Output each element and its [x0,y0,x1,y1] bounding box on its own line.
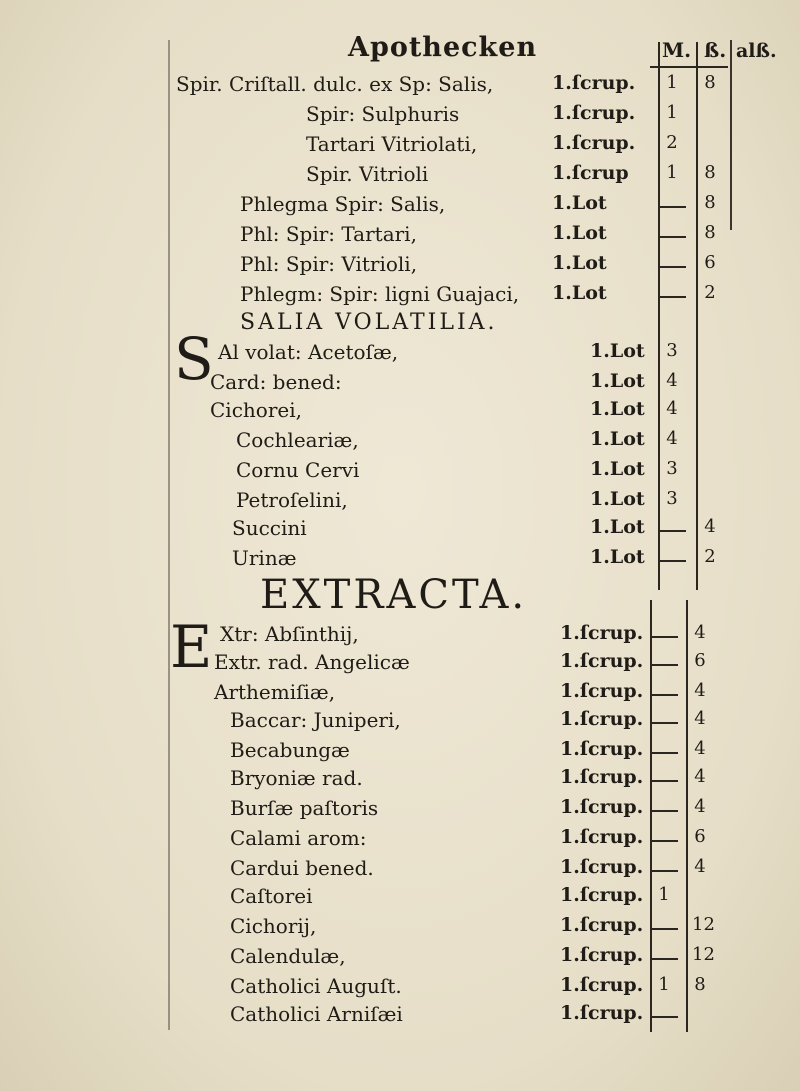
item-name: Succini [232,516,307,540]
list-item [0,428,800,458]
item-price-value: 4 [704,516,716,537]
item-name: Phlegma Spir: Salis, [240,192,446,216]
item-name: Calami arom: [230,826,367,850]
item-weight-value: 3 [666,340,678,361]
item-weight-value: 3 [666,488,678,509]
list-item [0,192,800,222]
item-price-value: 4 [694,856,706,877]
dash-mark [660,530,686,532]
running-head: Apothecken [348,32,538,63]
dash-mark [652,722,678,724]
list-item [0,1002,800,1032]
item-name: Urinæ [232,546,297,570]
item-quantity: 1.ſcrup. [560,622,644,644]
item-quantity: 1.ſcrup. [560,1002,644,1024]
list-item [0,252,800,282]
list-item [0,622,800,652]
item-price-value: 6 [704,252,716,273]
item-price-value: 4 [694,796,706,817]
item-price-value: 8 [704,162,716,183]
item-quantity: 1.ſcrup. [560,738,644,760]
item-price-value: 12 [692,914,715,935]
item-price-value: 8 [694,974,706,995]
item-quantity: 1.Lot [552,252,607,274]
item-name: Cardui bened. [230,856,374,880]
item-name: Arthemiſiæ, [214,680,336,704]
item-price-value: 4 [694,708,706,729]
list-item [0,738,800,768]
item-name: Extr. rad. Angelicæ [214,650,410,674]
list-item [0,680,800,710]
dash-mark [660,206,686,208]
item-weight-value: 4 [666,428,678,449]
item-weight-value: 2 [666,132,678,153]
dash-mark [652,780,678,782]
adjacent-page-text: alß. [736,40,777,62]
item-price-value: 8 [704,222,716,243]
list-item [0,340,800,370]
item-quantity: 1.Lot [552,282,607,304]
dash-mark [652,636,678,638]
item-name: Phlegm: Spir: ligni Guajaci, [240,282,520,306]
list-item [0,370,800,400]
item-quantity: 1.Lot [590,546,645,568]
list-item [0,708,800,738]
list-item [0,162,800,192]
item-name: Cochleariæ, [236,428,359,452]
dash-mark [652,958,678,960]
item-name: Phl: Spir: Vitrioli, [240,252,418,276]
item-name: Xtr: Abſinthij, [220,622,359,646]
item-quantity: 1.Lot [552,192,607,214]
item-name: Spir. Vitrioli [306,162,429,186]
item-quantity: 1.ſcrup. [560,766,644,788]
column-header-weight: M. [662,38,692,62]
item-name: Cichorei, [210,398,302,422]
item-price-value: 4 [694,738,706,759]
dash-mark [660,266,686,268]
dash-mark [652,752,678,754]
item-price-value: 4 [694,622,706,643]
item-name: Becabungæ [230,738,350,762]
item-quantity: 1.ſcrup. [560,796,644,818]
list-item [0,458,800,488]
item-name: Caſtorei [230,884,313,908]
section-title-salia: SALIA VOLATILIA. [240,310,498,335]
list-item [0,398,800,428]
item-quantity: 1.ſcrup. [560,884,644,906]
item-price-value: 6 [694,650,706,671]
list-item [0,856,800,886]
item-weight-value: 1 [666,102,678,123]
list-item [0,72,800,102]
item-name: Cichorij, [230,914,317,938]
item-quantity: 1.ſcrup. [552,72,636,94]
item-weight-value: 4 [666,370,678,391]
item-quantity: 1.ſcrup. [560,826,644,848]
item-price-value: 4 [694,766,706,787]
dropcap-s: S [174,325,214,393]
dash-mark [652,810,678,812]
item-name: Calendulæ, [230,944,346,968]
dash-mark [652,928,678,930]
dash-mark [652,840,678,842]
list-item [0,650,800,680]
dash-mark [652,870,678,872]
item-quantity: 1.ſcrup. [560,708,644,730]
item-quantity: 1.Lot [590,370,645,392]
item-name: Card: bened: [210,370,342,394]
list-item [0,826,800,856]
item-quantity: 1.ſcrup. [560,974,644,996]
item-name: Catholici Arniſæi [230,1002,403,1026]
item-quantity: 1.ſcrup. [560,944,644,966]
dash-mark [660,296,686,298]
list-item [0,914,800,944]
item-quantity: 1.Lot [552,222,607,244]
item-price-value: 2 [704,546,716,567]
item-name: Bryoniæ rad. [230,766,363,790]
item-price-value: 2 [704,282,716,303]
item-quantity: 1.Lot [590,488,645,510]
list-item [0,944,800,974]
item-quantity: 1.ſcrup. [560,856,644,878]
list-item [0,102,800,132]
item-price-value: 4 [694,680,706,701]
item-name: Spir: Sulphuris [306,102,460,126]
item-weight-value: 1 [666,72,678,93]
item-quantity: 1.ſcrup [552,162,629,184]
item-price-value: 8 [704,192,716,213]
item-quantity: 1.Lot [590,428,645,450]
item-name: Burſæ paſtoris [230,796,379,820]
item-weight-value: 1 [666,162,678,183]
dash-mark [652,1016,678,1018]
item-quantity: 1.ſcrup. [552,102,636,124]
item-weight-value: 1 [658,884,670,905]
dash-mark [652,694,678,696]
item-name: Cornu Cervi [236,458,360,482]
column-header-price: ß. [704,38,727,62]
item-price-value: 6 [694,826,706,847]
list-item [0,282,800,312]
dash-mark [660,236,686,238]
item-price-value: 8 [704,72,716,93]
list-item [0,516,800,546]
item-name: Phl: Spir: Tartari, [240,222,417,246]
item-quantity: 1.Lot [590,398,645,420]
item-quantity: 1.Lot [590,516,645,538]
item-quantity: 1.ſcrup. [560,680,644,702]
list-item [0,974,800,1004]
item-quantity: 1.ſcrup. [560,650,644,672]
list-item [0,796,800,826]
dropcap-e: E [170,613,213,681]
item-quantity: 1.ſcrup. [552,132,636,154]
dash-mark [660,560,686,562]
item-weight-value: 1 [658,974,670,995]
item-name: Petroſelini, [236,488,348,512]
section-title-extracta: EXTRACTA. [260,572,528,618]
item-quantity: 1.ſcrup. [560,914,644,936]
header-rule [650,66,728,68]
list-item [0,222,800,252]
item-weight-value: 3 [666,458,678,479]
list-item [0,488,800,518]
item-price-value: 12 [692,944,715,965]
list-item [0,766,800,796]
item-quantity: 1.Lot [590,458,645,480]
item-name: Catholici Auguſt. [230,974,402,998]
item-weight-value: 4 [666,398,678,419]
list-item [0,546,800,576]
list-item [0,132,800,162]
item-name: Baccar: Juniperi, [230,708,401,732]
item-quantity: 1.Lot [590,340,645,362]
item-name: Tartari Vitriolati, [306,132,478,156]
item-name: Al volat: Acetoſæ, [218,340,399,364]
dash-mark [652,664,678,666]
list-item [0,884,800,914]
item-name: Spir. Criſtall. dulc. ex Sp: Salis, [176,72,494,96]
